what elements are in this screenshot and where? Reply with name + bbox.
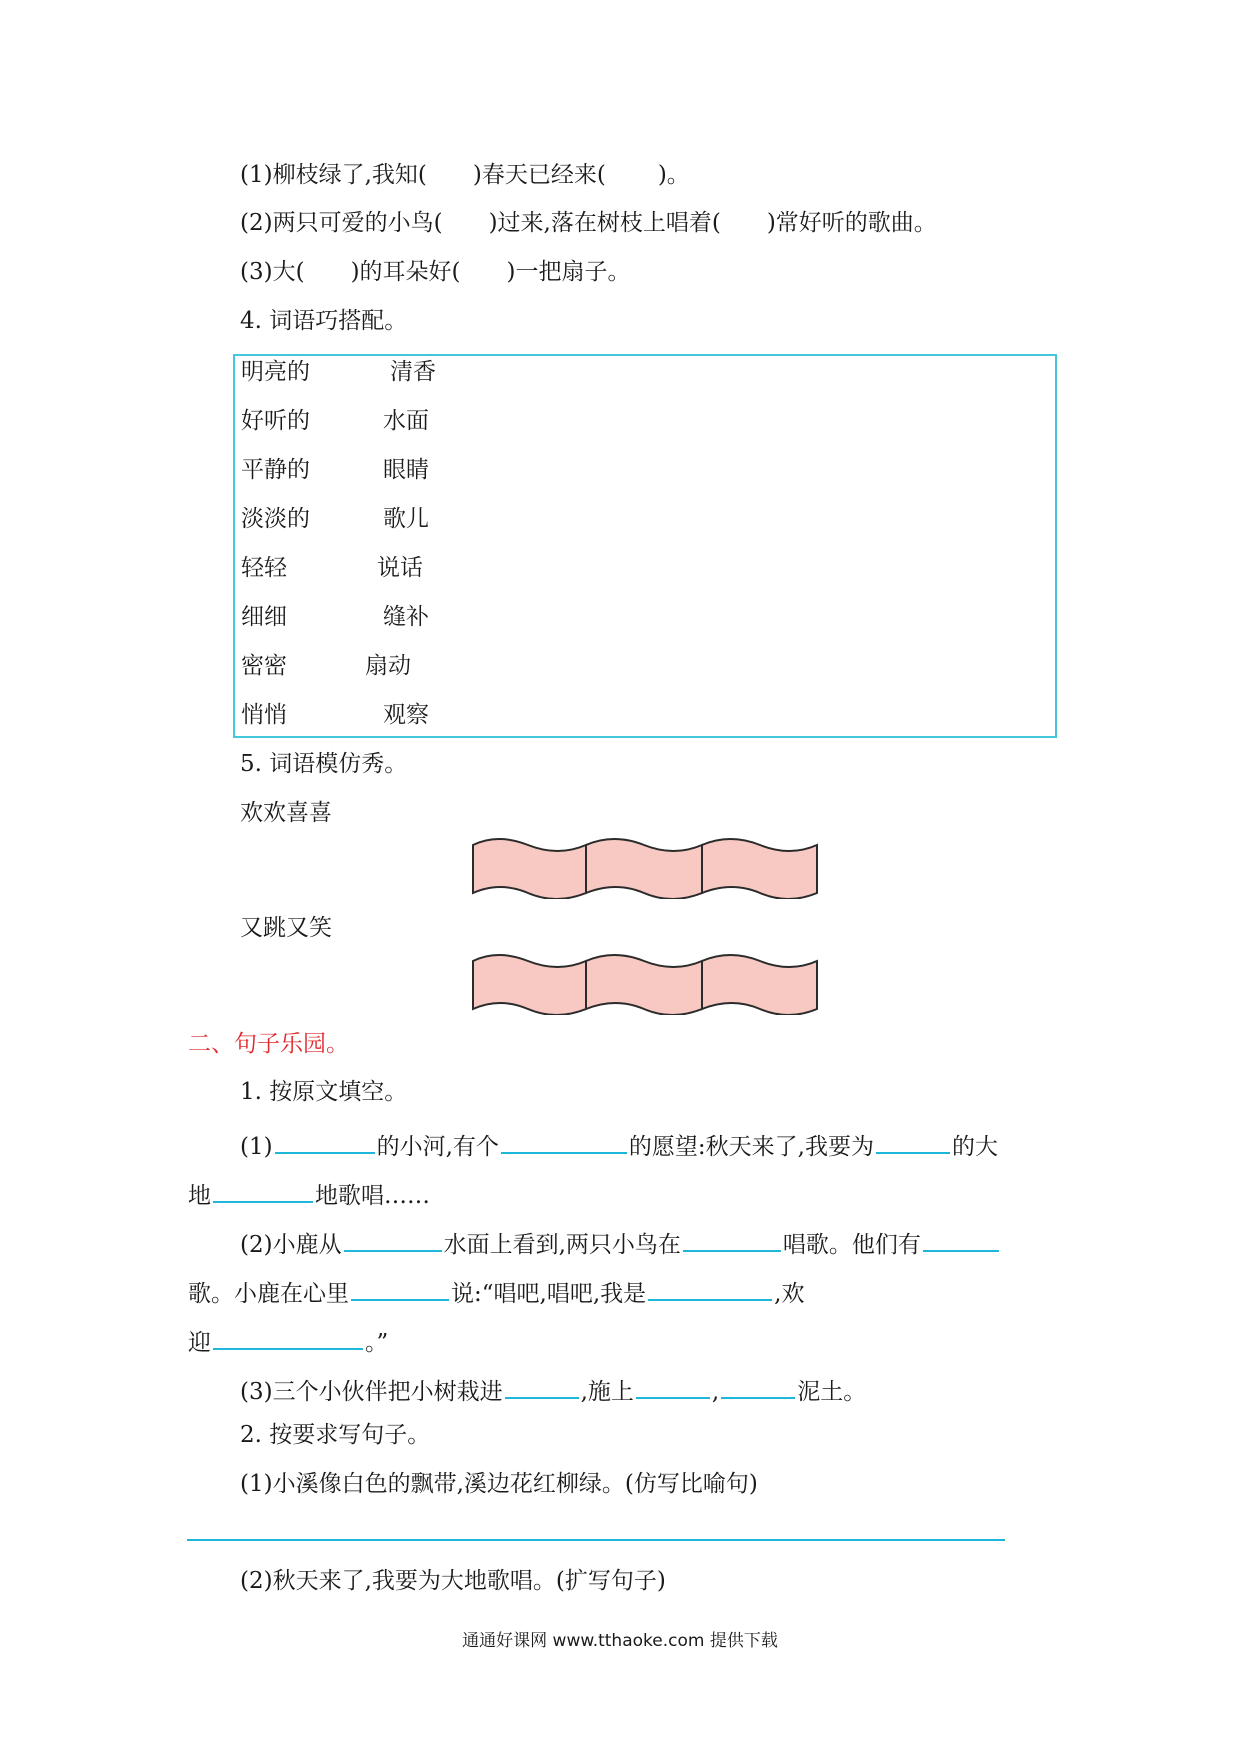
s2-q1-p2-line2	[188, 1277, 804, 1306]
text: ,施上	[580, 1379, 634, 1405]
text: 说:“唱吧,唱吧,我是	[451, 1281, 647, 1307]
q3-s1-part-b: )春天已经来(	[472, 162, 606, 188]
blank[interactable]	[344, 1228, 442, 1252]
answer-scroll-2[interactable]	[470, 953, 820, 1015]
right-word-7[interactable]: 扇动	[365, 653, 411, 679]
blank[interactable]	[636, 1375, 710, 1399]
text: 的小河,有个	[376, 1134, 499, 1160]
left-word-6[interactable]: 细细	[241, 604, 287, 630]
right-word-1[interactable]: 清香	[390, 359, 436, 385]
blank[interactable]	[275, 1130, 375, 1154]
q3-sentence-1	[240, 164, 690, 187]
q3-s3-part-a: (3)大(	[240, 259, 305, 285]
text: 泥土。	[797, 1379, 867, 1405]
footer-credit: 通通好课网 www.tthaoke.com 提供下载	[462, 1631, 778, 1651]
s2-q1-p1-line2	[188, 1179, 430, 1208]
right-word-2[interactable]: 水面	[383, 408, 429, 434]
s2-q2-sentence-1: (1)小溪像白色的飘带,溪边花红柳绿。(仿写比喻句)	[240, 1471, 758, 1497]
blank[interactable]	[721, 1375, 795, 1399]
left-word-1[interactable]: 明亮的	[241, 359, 310, 385]
blank[interactable]	[923, 1228, 999, 1252]
right-word-4[interactable]: 歌儿	[383, 506, 429, 532]
text: 的大	[951, 1134, 998, 1160]
text: (3)三个小伙伴把小树栽进	[240, 1379, 503, 1405]
left-word-7[interactable]: 密密	[241, 653, 287, 679]
q5-example-1: 欢欢喜喜	[240, 800, 332, 826]
q3-s2-part-b: )过来,落在树枝上唱着(	[488, 210, 721, 236]
s2-q1-p2-line3	[188, 1326, 388, 1355]
blank[interactable]	[683, 1228, 781, 1252]
text: ,欢	[774, 1281, 805, 1307]
q3-sentence-2	[240, 212, 937, 235]
right-word-3[interactable]: 眼睛	[383, 457, 429, 483]
s2-q1-title: 1. 按原文填空。	[240, 1079, 408, 1105]
section-2-heading: 二、句子乐园。	[188, 1031, 349, 1057]
q3-s1-part-a: (1)柳枝绿了,我知(	[240, 162, 427, 188]
s2-q2-sentence-2: (2)秋天来了,我要为大地歌唱。(扩写句子)	[240, 1568, 666, 1594]
s2-q1-p3	[240, 1375, 866, 1404]
text: (1)	[240, 1134, 273, 1160]
right-word-5[interactable]: 说话	[377, 555, 423, 581]
text: 的愿望:秋天来了,我要为	[628, 1134, 874, 1160]
s2-q1-p1-line1	[240, 1130, 998, 1159]
s2-q2-title: 2. 按要求写句子。	[240, 1422, 431, 1448]
left-word-8[interactable]: 悄悄	[241, 702, 287, 728]
right-word-8[interactable]: 观察	[383, 702, 429, 728]
blank[interactable]	[213, 1326, 363, 1350]
text: (2)小鹿从	[240, 1232, 342, 1258]
matching-box	[233, 354, 1057, 738]
q3-s2-part-a: (2)两只可爱的小鸟(	[240, 210, 443, 236]
q3-s2-part-c: )常好听的歌曲。	[766, 210, 937, 236]
text: 迎	[188, 1330, 211, 1356]
blank[interactable]	[351, 1277, 449, 1301]
text: ,	[711, 1379, 720, 1405]
answer-scroll-1[interactable]	[470, 837, 820, 899]
text: 水面上看到,两只小鸟在	[443, 1232, 681, 1258]
q4-title: 4. 词语巧搭配。	[240, 308, 408, 334]
left-word-4[interactable]: 淡淡的	[241, 506, 310, 532]
q3-s3-part-b: )的耳朵好(	[350, 259, 461, 285]
text: 地	[188, 1183, 211, 1209]
text: 地歌唱……	[315, 1183, 430, 1209]
q3-s1-part-c: )。	[657, 162, 690, 188]
answer-writing-line[interactable]	[187, 1539, 1005, 1541]
blank[interactable]	[505, 1375, 579, 1399]
text: 。”	[365, 1330, 389, 1356]
left-word-5[interactable]: 轻轻	[241, 555, 287, 581]
q5-example-2: 又跳又笑	[240, 915, 332, 941]
blank[interactable]	[648, 1277, 772, 1301]
q3-s3-part-c: )一把扇子。	[506, 259, 631, 285]
left-word-3[interactable]: 平静的	[241, 457, 310, 483]
blank[interactable]	[876, 1130, 950, 1154]
blank[interactable]	[213, 1179, 313, 1203]
text: 歌。小鹿在心里	[188, 1281, 349, 1307]
blank[interactable]	[501, 1130, 627, 1154]
left-word-2[interactable]: 好听的	[241, 408, 310, 434]
q5-title: 5. 词语模仿秀。	[240, 751, 408, 777]
q3-sentence-3	[240, 261, 631, 284]
right-word-6[interactable]: 缝补	[383, 604, 429, 630]
text: 唱歌。他们有	[782, 1232, 921, 1258]
s2-q1-p2-line1	[240, 1228, 1001, 1257]
